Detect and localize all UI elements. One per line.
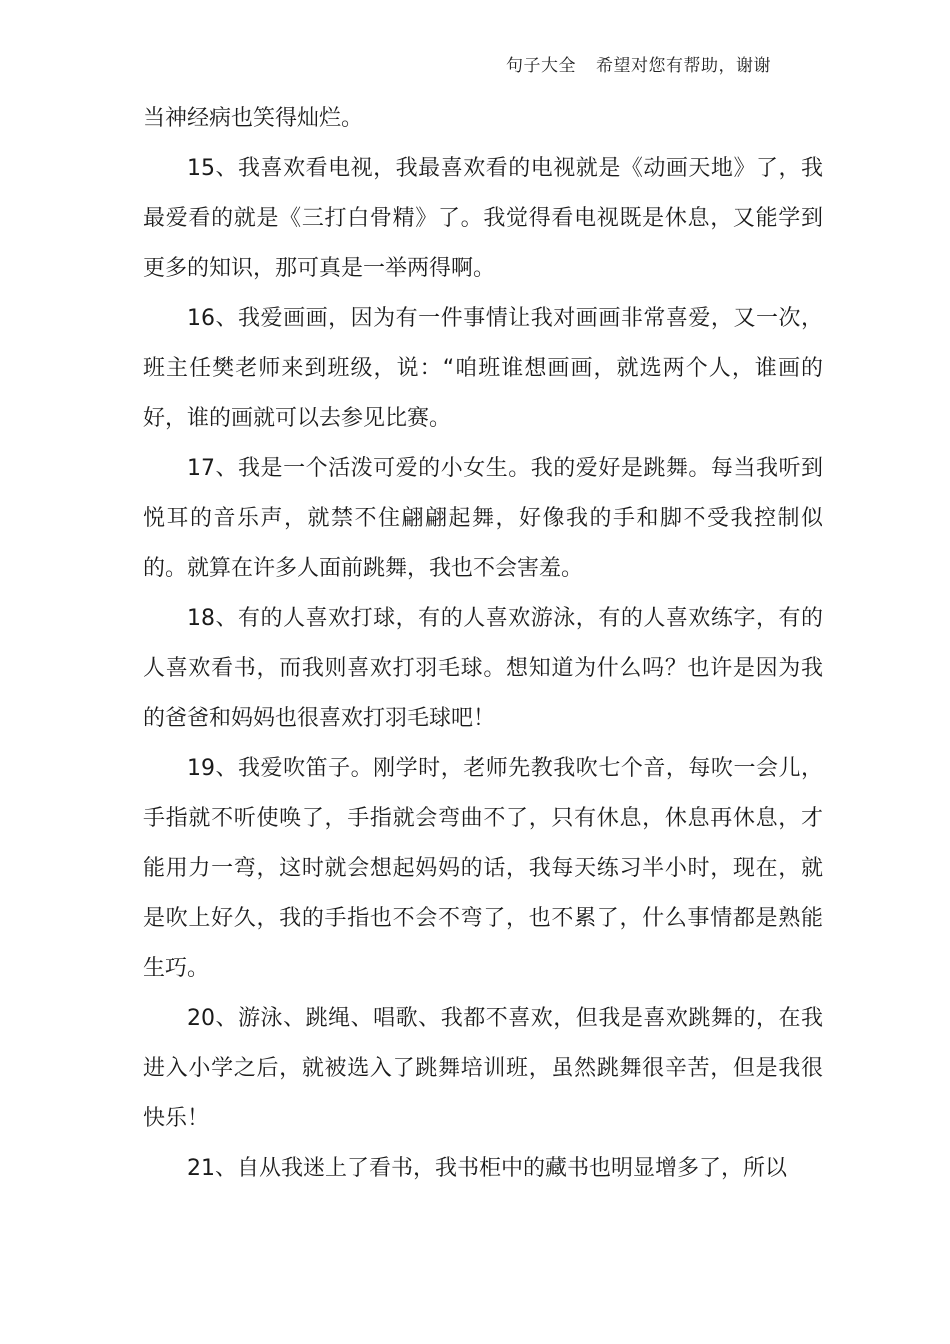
paragraph-17: 17、我是一个活泼可爱的小女生。我的爱好是跳舞。每当我听到悦耳的音乐声，就禁不住翩翩起舞，好像我的手和脚不受我控制似的。就算在许多人面前跳舞，我也不会害羞。 [143, 456, 823, 581]
paragraph-21: 21、自从我迷上了看书，我书柜中的藏书也明显增多了，所以 [187, 1156, 787, 1181]
paragraph-18: 18、有的人喜欢打球，有的人喜欢游泳，有的人喜欢练字，有的人喜欢看书，而我则喜欢打羽毛球。想知道为什么吗？也许是因为我的爸爸和妈妈也很喜欢打羽毛球吧！ [143, 606, 823, 731]
page-header [506, 54, 771, 78]
header-tagline: 希望对您有帮助，谢谢 [596, 56, 771, 76]
paragraph-19: 19、我爱吹笛子。刚学时，老师先教我吹七个音，每吹一会儿，手指就不听使唤了，手指就会弯曲不了，只有休息，休息再休息，才能用力一弯，这时就会想起妈妈的话，我每天练习半小时，现在，就是吹上好久，我的手指也不会不弯了，也不累了，什么事情都是熟能生巧。 [143, 756, 823, 981]
paragraph-continuation: 当神经病也笑得灿烂。 [143, 106, 364, 131]
paragraph-20: 20、游泳、跳绳、唱歌、我都不喜欢，但我是喜欢跳舞的，在我进入小学之后，就被选入了跳舞培训班，虽然跳舞很辛苦，但是我很快乐！ [143, 1006, 823, 1131]
header-site-name: 句子大全 [506, 56, 576, 76]
paragraph-15: 15、我喜欢看电视，我最喜欢看的电视就是《动画天地》了，我最爱看的就是《三打白骨精》了。我觉得看电视既是休息，又能学到更多的知识，那可真是一举两得啊。 [143, 156, 823, 281]
paragraph-16: 16、我爱画画，因为有一件事情让我对画画非常喜爱，又一次，班主任樊老师来到班级，说：“咱班谁想画画，就选两个人，谁画的好，谁的画就可以去参见比赛。 [143, 306, 823, 431]
document-body [143, 94, 823, 1194]
